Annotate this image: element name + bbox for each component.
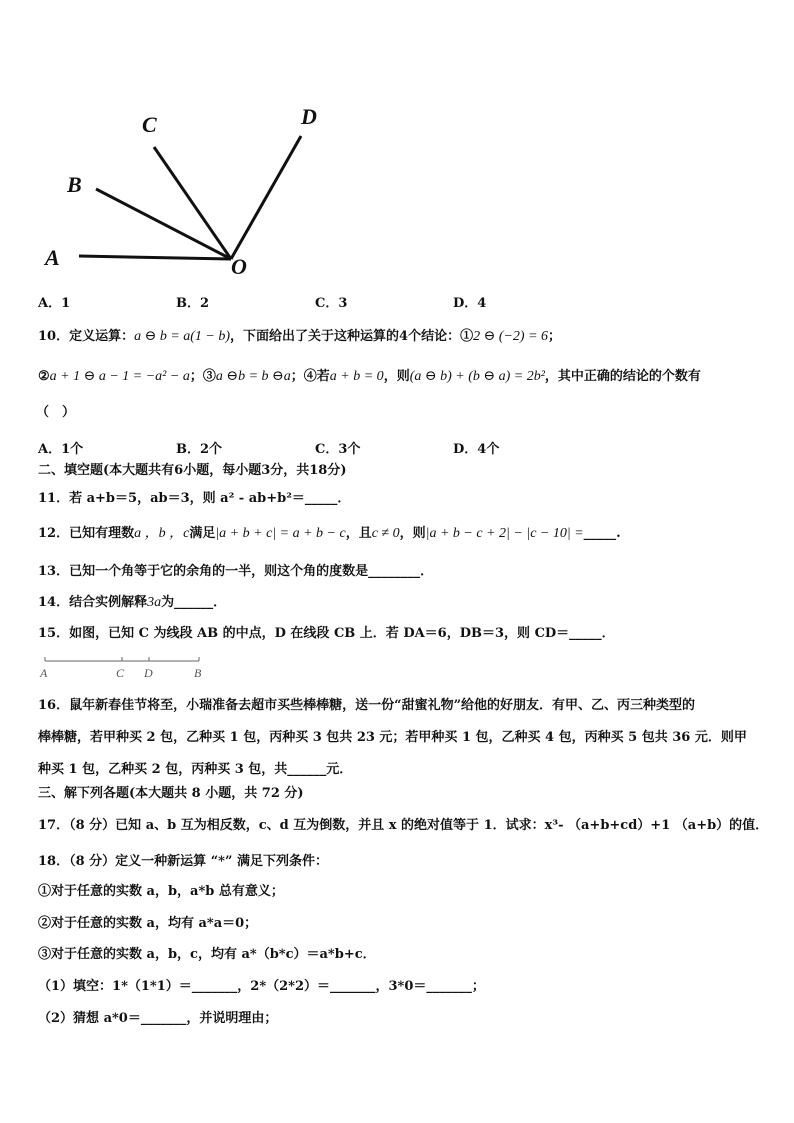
q12-mid3: ，则 <box>399 526 426 541</box>
q10-mid: ，下面给出了关于这种运算的4个结论：① <box>230 329 474 344</box>
segment-label-C: C <box>116 666 125 680</box>
q9-option-b[interactable]: B．2 <box>176 296 210 311</box>
q10-line2 <box>38 369 701 385</box>
q18-condition-1: ①对于任意的实数 a，b，a*b 总有意义； <box>38 884 284 899</box>
q14-end: 为______． <box>161 595 227 610</box>
q14 <box>38 595 226 611</box>
q10-end: ； <box>548 329 562 344</box>
q12 <box>38 526 621 542</box>
q18-condition-2: ②对于任意的实数 a，均有 a*a＝0； <box>38 916 258 931</box>
q14-prefix: 14．结合实例解释 <box>38 595 148 610</box>
q10-definition: a ⊖ b = a(1 − b) <box>134 329 231 344</box>
q9-option-c[interactable]: C．3 <box>315 296 348 311</box>
q16-line-1: 16．鼠年新春佳节将至，小瑞准备去超市买些棒棒糖，送一份“甜蜜礼物”给他的好朋友．有甲、乙、丙三种类型的 <box>38 698 696 713</box>
q12-mid2: ，且 <box>345 526 372 541</box>
q17: 17．（8 分）已知 a、b 互为相反数，c、d 互为倒数，并且 x 的绝对值等于 1．试求：x³- （a+b+cd）+1 （a+b）的值． <box>38 818 769 833</box>
q9-option-a[interactable]: A．1 <box>38 296 71 311</box>
q10-c4-condition: a + b = 0 <box>329 369 384 384</box>
q14-expression: 3a <box>147 595 162 610</box>
segment-label-A: A <box>40 666 48 680</box>
ray-OA <box>79 256 231 259</box>
q10-paren: （ ） <box>36 405 76 420</box>
q18-part-2: （2）猜想 a*0＝_______，并说明理由； <box>38 1011 278 1026</box>
ray-OB <box>96 189 231 259</box>
q18-part-1: （1）填空：1*（1*1）＝_______，2*（2*2）＝_______，3*0＝_______； <box>38 979 485 994</box>
q13: 13．已知一个角等于它的余角的一半，则这个角的度数是________． <box>38 564 434 579</box>
q10-line1 <box>38 329 561 345</box>
q9-option-d[interactable]: D．4 <box>453 296 487 311</box>
q10-prefix: 10．定义运算： <box>38 329 135 344</box>
q10-conclusion-1: 2 ⊖ (−2) = 6 <box>473 329 549 344</box>
q10-conclusion-4: (a ⊖ b) + (b ⊖ a) = 2b² <box>409 369 545 384</box>
q10-option-b[interactable]: B．2个 <box>176 442 223 457</box>
q12-condition-2: c ≠ 0 <box>371 526 400 541</box>
q12-prefix: 12．已知有理数 <box>38 526 135 541</box>
q10-c2-label: ② <box>38 369 50 384</box>
q16-line-3: 种买 1 包，乙种买 2 包，丙种买 3 包，共______元． <box>38 762 353 777</box>
q10-option-a[interactable]: A．1个 <box>38 442 84 457</box>
q10-conclusion-2: a + 1 ⊖ a − 1 = −a² − a <box>49 369 190 384</box>
label-A: A <box>45 245 60 270</box>
q16-line-2: 棒棒糖，若甲种买 2 包，乙种买 1 包，丙种买 3 包共 23 元；若甲种买 1 包，乙种买 4 包，丙种买 5 包共 36 元．则甲 <box>38 730 747 745</box>
q12-expression: |a + b − c + 2| − |c − 10| = <box>425 526 584 541</box>
q10-c4-label: ；④若 <box>290 369 330 384</box>
q10-conclusion-3: a ⊖b = b ⊖a <box>215 369 291 384</box>
q15: 15．如图，已知 C 为线段 AB 的中点，D 在线段 CB 上．若 DA＝6，DB＝3，则 CD＝_____． <box>38 626 615 641</box>
q10-option-c[interactable]: C．3个 <box>315 442 361 457</box>
q12-mid1: 满足 <box>189 526 216 541</box>
ray-OD <box>231 136 301 259</box>
q10-line2-end: ，其中正确的结论的个数有 <box>544 369 701 384</box>
segment-label-B: B <box>194 666 202 680</box>
label-O: O <box>231 254 247 279</box>
q12-condition: |a + b + c| = a + b − c <box>215 526 346 541</box>
q11: 11．若 a+b＝5，ab＝3，则 a² - ab+b²＝_____． <box>38 491 351 506</box>
q10-c4-mid: ，则 <box>383 369 410 384</box>
label-C: C <box>142 112 157 137</box>
label-D: D <box>301 104 317 129</box>
q12-answer-blank[interactable]: _____. <box>583 526 621 541</box>
section-2-title: 二、填空题(本大题共有6小题，每小题3分，共18分) <box>38 463 347 478</box>
q12-vars: a ，b ，c <box>134 526 190 541</box>
segment-label-D: D <box>144 666 153 680</box>
section-3-title: 三、解下列各题(本大题共 8 小题，共 72 分) <box>38 786 304 801</box>
q10-c3-label: ；③ <box>189 369 216 384</box>
q18-condition-3: ③对于任意的实数 a，b，c，均有 a*（b*c）＝a*b+c． <box>38 947 376 962</box>
q10-option-d[interactable]: D．4个 <box>453 442 500 457</box>
ray-OC <box>154 147 231 259</box>
label-B: B <box>67 172 82 197</box>
q18-title: 18．（8 分）定义一种新运算 “*” 满足下列条件： <box>38 854 328 869</box>
segment-figure <box>38 652 218 682</box>
